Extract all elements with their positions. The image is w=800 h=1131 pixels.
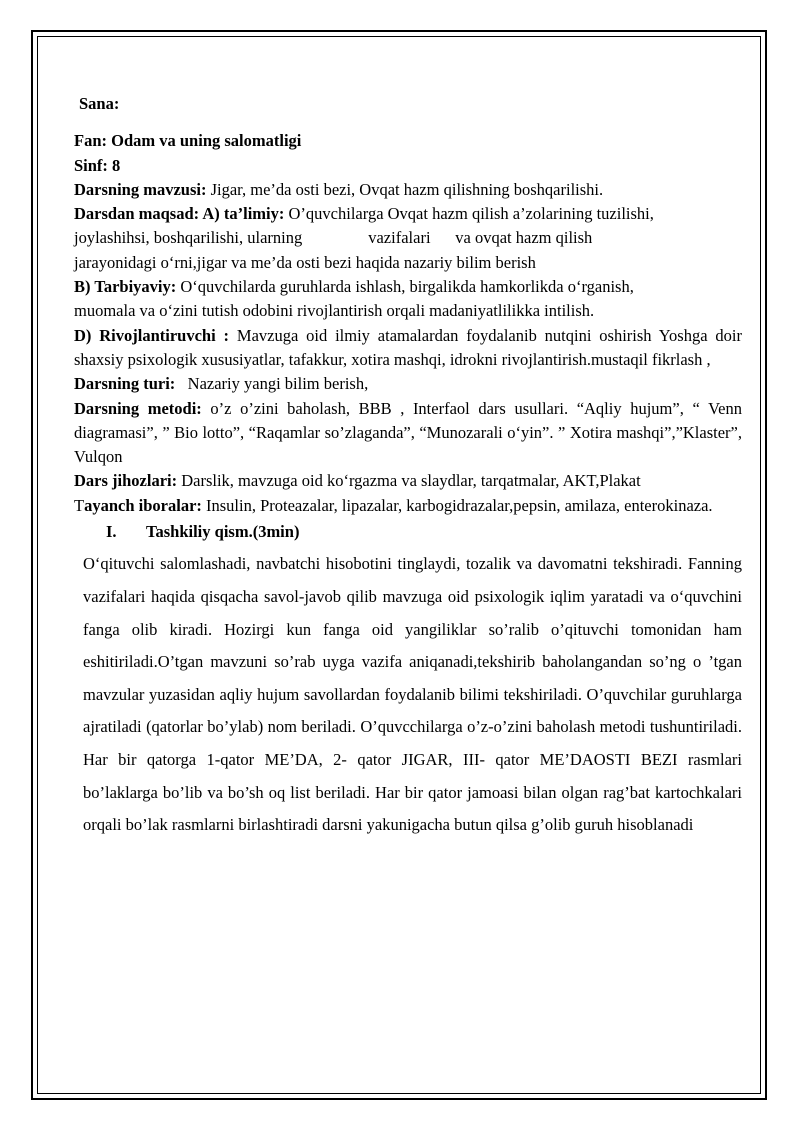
upbringing-text-1: O‘quvchilarda guruhlarda ishlash, birgalikda hamkorlikda o‘rganish,: [176, 277, 634, 297]
goal-block: [74, 202, 742, 275]
topic-text: Jigar, me’da osti bezi, Ovqat hazm qilishning boshqarilishi.: [206, 179, 604, 199]
goal-line-3: jarayonidagi o‘rni,jigar va me’da osti bezi haqida nazariy bilim berish: [74, 252, 536, 272]
section-heading-organizational: [106, 520, 742, 544]
grade-line: Sinf: 8: [74, 155, 121, 175]
organizational-paragraph: O‘qituvchi salomlashadi, navbatchi hisobotini tinglaydi, tozalik va davomatni tekshiradi. Fanning vazifalari haqida qisqacha savol-javob qilib mavzuga oid psixologik iqlim yaratadi va o‘quvchini fanga olib kiradi. Hozirgi kun fanga oid yangiliklar so’ralib o’qituvchi tomonidan ham eshitiriladi.O’tgan mavzuni so’rab uyga vazifa aniqanadi,tekshirib baholangandan so’ng o ’tgan mavzular yuzasidan aqliy hujum savollardan foydalanib bilimi tekshiriladi. O’quvchilar guruhlarga ajratiladi (qatorlar bo’ylab) nom beriladi. O’quvcchilarga o’z-o’zini baholash metodi tushuntiriladi. Har bir qatorga 1-qator ME’DA, 2- qator JIGAR, III- qator ME’DAOSTI BEZI rasmlari bo’laklarga bo’lib va bo’sh oq list beriladi. Har bir qator jamoasi bilan olgan rag’bat kartochkalari orqali bo’lak rasmlarni birlashtiradi darsni yakunigacha butun qilsa g’olib guruh hisoblanadi: [83, 554, 742, 835]
date-label: Sana:: [79, 94, 120, 113]
lesson-type-line: [74, 372, 742, 396]
goal-line-2: joylashihsi, boshqarilishi, ularning vazifalari va ovqat hazm qilish: [74, 228, 593, 248]
method-text: o’z o’zini baholash, BBB , Interfaol dars usullari. “Aqliy hujum”, “ Venn diagramasi”, ” Bio lotto”, “Raqamlar so’zlaganda”, “Munozarali o‘yin”. ” Xotira mashqi”,”Klaster”, Vulqon: [74, 398, 742, 467]
key-terms-block: [74, 494, 742, 518]
equipment-line: [74, 469, 742, 493]
section-title: Tashkiliy qism.(3min): [146, 522, 300, 542]
upbringing-label: B) Tarbiyaviy:: [74, 277, 177, 297]
topic-line: [74, 178, 742, 202]
equipment-text: Darslik, mavzuga oid ko‘rgazma va slaydlar, tarqatmalar, AKT,Plakat: [177, 471, 641, 491]
method-label: Darsning metodi:: [74, 398, 202, 418]
key-terms-label: ayanch iboralar:: [84, 495, 202, 515]
topic-label: Darsning mavzusi:: [74, 179, 207, 199]
goal-label: Darsdan maqsad: A) ta’limiy:: [74, 204, 285, 224]
section-number: I.: [106, 522, 117, 542]
equipment-label: Dars jihozlari:: [74, 471, 178, 491]
developmental-label: D) Rivojlantiruvchi :: [74, 325, 230, 345]
goal-text-1: O’quvchilarga Ovqat hazm qilish a’zolarining tuzilishi,: [284, 204, 654, 224]
goal-line-1: [74, 202, 742, 226]
lesson-plan: [74, 92, 742, 842]
upbringing-line-2: muomala va o‘zini tutish odobini rivojlantirish orqali madaniyatlilikka intilish.: [74, 301, 595, 321]
method-block: [74, 397, 742, 470]
subject-line: Fan: Odam va uning salomatligi: [74, 131, 302, 151]
upbringing-line-1: [74, 275, 742, 299]
developmental-text: Mavzuga oid ilmiy atamalardan foydalanib nutqini oshirish Yoshga doir shaxsiy psixologik xususiyatlar, tafakkur, xotira mashqi, idrokni rivojlantirish.mustaqil fikrlash ,: [74, 325, 742, 369]
key-terms-text: Insulin, Proteazalar, lipazalar, karbogidrazalar,pepsin, amilaza, enterokinaza.: [201, 495, 713, 515]
key-terms-first-letter: T: [74, 495, 85, 515]
developmental-block: [74, 324, 742, 373]
upbringing-block: [74, 275, 742, 324]
lesson-type-label: Darsning turi:: [74, 374, 176, 394]
lesson-type-text: Nazariy yangi bilim berish,: [175, 374, 369, 394]
